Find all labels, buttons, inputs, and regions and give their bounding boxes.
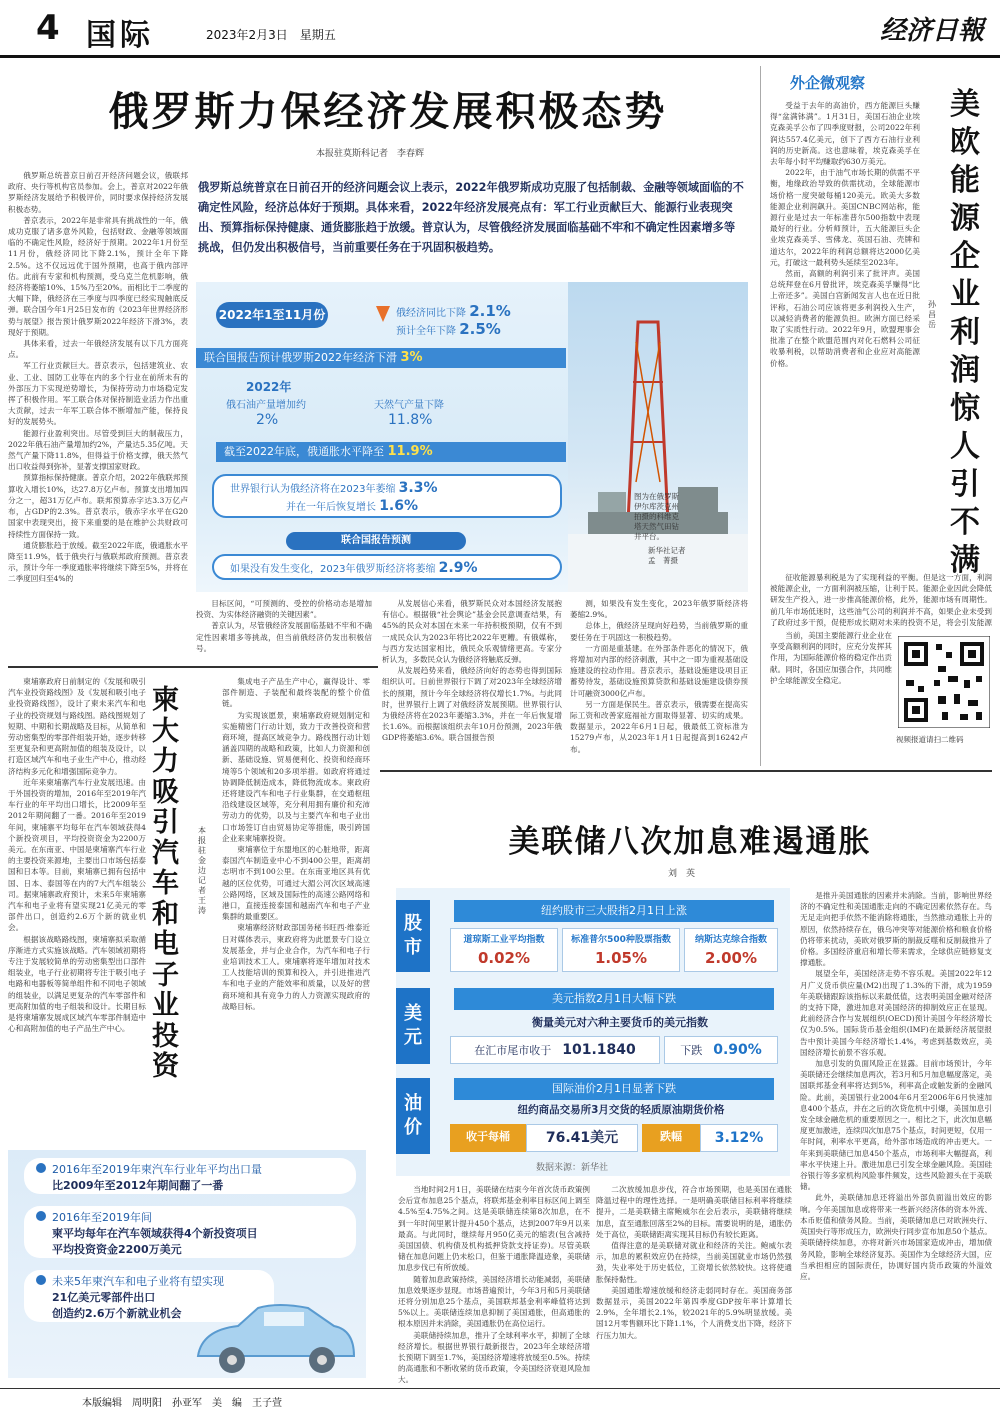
usd-banner: 美元指数2月1日大幅下跌: [454, 988, 774, 1010]
russia-byline: 本报驻莫斯科记者 李春辉: [316, 149, 425, 159]
period-pill: 2022年1至11月份: [216, 302, 328, 328]
oil-label: 油价: [396, 1078, 430, 1154]
car-icon: [188, 1300, 358, 1376]
cambodia-column-2: 集成电子产品生产中心，赢得设计、零部件制造、子装配和最终装配的整个价值链。 为实现该愿景，柬埔寨政府规划制定和实施精密门行动计划，致力于改善投资和营商环境，提高区域竞争力。路线图行动计划涵盖四期的战略和政策，比如人力资源和创新、基础设施、贸易便利化、投资和经商环境等5个领域和20多项举措。如政府将通过协调降低制造成本，降低物流成本。柬政府还将建设汽车和电子行业集群，在交通枢纽沿线建设区域等，充分利用拥有廉价和充沛劳动力的优势，以及与主要汽车和电子业出口市场签订自由贸易协定等措施，吸引跨国企业来柬埔寨投资。 柬埔寨位于东盟地区的心脏地带，距离泰国汽车制造业中心不到400公里，距离胡志明市不到100公里。在东南亚地区具有优越的区位优势，可通过大湄公河次区域高速公路网络，区域及国际性的高速公路网络和港口，直接连接泰国和越南汽车和电子产业集群的最重要区。 柬埔寨经济财政部国务秘书旺西·维泰近日对媒体表示，柬政府将为此愿景专门设立发展基金，并与企业合作，为汽车和电子行业培训技术工人。柬埔寨将逐年增加对技术工人技能培训的预算和投入，并引进推进汽车和电子业的产能效率和质量，以及好的营商环境和具有竞争力的人力资源实现政府的战略目标。: [222, 677, 370, 1011]
page-number: 4: [36, 8, 60, 48]
fed-column-left: 当地时间2月1日，美联储在结束今年首次货币政策例会后宣布加息25个基点，将联邦基金利率目标区间上调至4.5%至4.75%之间。这是美联储连续第8次加息，在不到一年时间里累计提升450个基点，达到2007年9月以来最高。与此同时，继续每月950亿美元的缩表(包含减持美国国债、机构债及机构抵押贷款支持证券)。尽管美联储在加息问题上仍未松口，但鉴于通胀降温迹象，美联储加息步伐已有所放缓。 随着加息政策持续，美国经济增长动能减弱，美联储加息效果逐步显现。市场普遍预计，今年3月和5月美联储还将分别加息25个基点，美国联邦基金利率峰值将达到5%以上。美联储连续加息抑制了美国通胀，但高通胀的根本原因并未消除，美国通胀仍在高位运行。 美联储持续加息，推升了全球利率水平，抑制了全球经济增长。根据世界银行最新报告，2023年全球经济增长预期下调至1.7%，美国经济增速将放缓至0.5%。持续的高通胀和不断收紧的货币政策，令美国经济衰退风险加大。: [398, 1185, 590, 1384]
markets-infographic: [396, 888, 790, 1176]
section-name: 国际: [86, 18, 154, 53]
oil-sub-label: 纽约商品交易所3月交货的轻质原油期货价格: [517, 1104, 725, 1116]
usd-label: 美元: [396, 988, 430, 1064]
oil-close-label: 收于每桶: [450, 1124, 526, 1152]
right-author: 孙昌岳: [928, 300, 936, 329]
right-column-text-top: 受益于去年的高油价，西方能源巨头赚得“盆满钵满”。1月31日，美国石油企业埃克森美孚公布了四季度财报，公司2022年利润达557.4亿美元，创下了西方石油行业利润的历史新高。这也意味着，埃克森美孚在去年每小时平均赚取约630万美元。 2022年，由于油气市场长期的供需不平衡，地缘政治导致的供需扰动，全球能源市场价格一度突破每桶120美元。欧美大多数能源企业利润飙升。美国CNBC网站称，能源行业是过去一年标准普尔500指数中表现最好的行业。分析师预计，五大能源巨头企业埃克森美孚、雪佛龙、英国石油、壳牌和道达尔，2022年的利润总额将达2000亿美元，打破这一最利势头延续至2023年。 然而，高额的利润引来了批评声。美国总统拜登在6月曾批评，埃克森美孚赚得“比上帝还多”。美国白宫新闻发言人也在近日批评称，石油公司应该将更多利润投入生产，以减轻消费者的能源负担。欧洲方面已经采取了实质性行动。2022年9月，欧盟理事会批准了在整个欧盟范围内对化石燃料公司征收暴利税，以帮助消费者和企业应对高能源价格。: [770, 101, 920, 368]
column-tag: 外企微观察: [790, 74, 866, 92]
oil-banner: 国际油价2月1日显著下跌: [454, 1078, 774, 1100]
section-rule: [8, 666, 378, 668]
section-rule: [380, 770, 992, 772]
inflation-bar: 截至2022年底，俄通胀水平降至 11.9%: [216, 442, 566, 462]
bullet-icon: [36, 1163, 46, 1173]
cambodia-author: 本报驻金边记者 王 涛: [198, 826, 214, 915]
dow-box: 道琼斯工业平均指数 0.02%: [450, 928, 558, 972]
un-report-pill: 联合国报告预测: [286, 532, 466, 550]
russia-column-4: 测，如果没有发生变化，2023年俄罗斯经济将萎缩2.9%。 总体上，俄经济呈现向好趋势，当前俄罗斯的重要任务在于巩固这一积极趋势。 一方面是重基建。在外部条件恶化的情况下，俄将增加对内部的经济刺激，其中之一即为重视基础设施建设的拉动作用。普京表示，基础设施建设项目正蓄势待发，基础设施预算贷款和基础设施建设债券预计可融资3000亿卢布。 另一方面是保民生。普京表示，俄需要在提高实际工资和改善家庭福祉方面取得显著、切实的成果。数据显示，2022年6月1日起，俄最低工资标准为15279卢布，从2023年1月1日起提高到16242卢布。: [570, 599, 748, 754]
issue-date: 2023年2月3日 星期五: [206, 28, 336, 42]
russia-column-1: 俄罗斯总统普京日前召开经济问题会议，俄联邦政府、央行等机构官员参加。会上，普京对2022年俄罗斯经济发展给予积极评价，同时要求保持经济发展积极态势。 普京表示，2022年是非常具有挑战性的一年，俄成功克服了诸多意外风险，包括财政、金融等领域面临的不确定性风险，经济好于预期。2022年1月份至11月份，俄经济同比下降2.1%，预计全年下降2.5%。这不仅远远优于国外预期，也高于俄内部评估。此前有专家和机构预测，受乌克兰危机影响，俄经济将萎缩10%、15%乃至20%。而相比于二季度的大幅下降，俄经济在三季度与四季度已经实现触底反弹。联合国今年1月25日发布的《2023年世界经济形势与展望》报告预计俄罗斯2022年经济下滑3%，表现好于预期。 具体来看，过去一年俄经济发展有以下几方面亮点。 军工行业贡献巨大。普京表示，包括建筑业、农业、工业、国防工业等在内的多个行业在前所未有的外部压力下实现逆势增长，为保持劳动力市场稳定发挥了积极作用。军工联合体对保持制造业活力作出重大贡献，过去一年军工联合体不断增加产能，保持良好的发展势头。 能源行业盈利突出。尽管受到巨大的制裁压力，2022年俄石油产量增加约2%，产量达5.35亿吨。天然气产量下降11.8%，但得益于价格支撑，俄天然气出口收益得到弥补，显著支撑国家财政。 预算指标保持健康。普京介绍，2022年俄联邦预算收入增长10%，达27.8万亿卢布。预算支出增加四分之一，超31万亿卢布。联邦预算赤字达3.3万亿卢布，占GDP的2.3%。普京表示，俄赤字水平在G20国家中表现突出，接下来重要的是在维护公共财政可持续性方面保持一致。 通货膨胀趋于放缓。截至2022年底，俄通胀水平降至11.9%，低于俄央行与俄联邦政府预测。普京表示，预计今年一季度通胀率将继续下降至5%，并将在二季度回归至4%的: [8, 171, 188, 584]
un-forecast-bar: 联合国报告预计俄罗斯2022年经济下滑 3%: [196, 348, 566, 368]
qr-code-icon[interactable]: [898, 636, 990, 728]
cambodia-column-1: 柬埔寨政府日前制定的《发展和吸引汽车业投资路线图》及《发展和吸引电子业投资路线图》，设计了柬未来汽车和电子业的投资规划与路线图。路线图规划了短期、中期和长期战略及目标，从简单和劳动密集型的零部件组装开始，逐步转移至更复杂和更高附加值的组装及设计，以打造区域汽车和电子业生产中心，推动经济结构多元化和增强国际竞争力。 近年来柬埔寨汽车行业发展迅速。由于外国投资的增加，2016年至2019年汽车行业的年平均出口增长，比2009年至2012年期间翻了一番。2016年至2019年间，柬埔寨平均每年在汽车领域获得4个新投资项目，平均投资资金为2200万美元。在东南亚、中国是柬埔寨汽车行业的主要投资来源地，主要出口市场包括泰国和日本等。目前，柬埔寨已拥有包括中国、日本、泰国等在内的7大汽车组装公司。据柬埔寨政府预计，未来5年柬埔寨汽车和电子业将有望实现21亿美元的零部件出口，创造约2.6万个新的就业机会。 根据该战略路线图，柬埔寨拟采取循序渐进方式实施该战略。汽车领域初期将专注于发展较简单的劳动密集型出口部件组装业，电子行业初期将专注于吸引电子电路和电器板等简单组件和不同电子领域的组装业，以满足更复杂的汽车零部件和更高附加值的电子组装和设计。长期目标是将柬埔寨发展成区域汽车零部件制造中心和高附加值的电子产品生产中心。: [8, 677, 146, 1034]
car-stat-3: 未来5年柬汽车和电子业将有望实现 21亿美元零部件出口 创造约2.6万个新就业机会: [24, 1270, 274, 1322]
stocks-label: 股市: [396, 900, 430, 972]
stocks-banner: 纽约股市三大股指2月1日上涨: [454, 900, 774, 922]
photo-credit: 新华社记者 孟 菁摄: [648, 546, 693, 565]
russia-column-3: 从发展信心来看，俄罗斯民众对本国经济发展抱有信心。根据俄“社会舆论”基金会民意调查结果，有45%的民众对本国在未来一年持积极预期，仅有不到一成民众认为2023年将比2022年更糟。有俄媒称，与西方发达国家相比，俄民众乐观情绪更高。专家分析认为，多数民众认为俄经济将触底反弹。 从发展趋势来看，俄经济向好的态势也得到国际组织认可。日前世界银行下调了对2023年全球经济增长的预期，预计今年全球经济将仅增长1.7%。与此同时，世界银行上调了对俄经济发展预期。世界银行认为俄经济将在2023年萎缩3.3%，并在一年后恢复增长1.6%。而根据该组织去年10月份预测，2023年俄GDP将萎缩3.6%。联合国报告预: [382, 599, 562, 743]
dxy-drop-box: 下跌 0.90%: [664, 1036, 778, 1064]
russia-headline: 俄罗斯力保经济发展积极态势: [108, 89, 668, 135]
russia-column-2: 目标区间，“可预测的、受控的价格动态是增加投资、为实体经济融资的关键因素”。 普京认为，尽管俄经济发展面临基础不牢和不确定性因素增多等挑战，但当前俄经济仍发出积极信号。: [196, 599, 372, 653]
footer-rule: [0, 1388, 1000, 1389]
bullet-icon: [36, 1211, 46, 1221]
right-column-text-bottom: 当前，美国主要能源行业企业在享受高额利润的同时，应充分发挥其作用，为国际能源价格的稳定作出贡献。同时，各国应加强合作，共同维护全球能源安全稳定。: [770, 631, 892, 685]
bullet-icon: [36, 1275, 46, 1285]
photo-caption: 图为在俄罗斯伊尔库茨克州拍摄的科维克塔天然气田钻井平台。: [634, 492, 679, 541]
fed-byline: 刘 英: [668, 869, 696, 879]
right-headline: 美欧能源企业利润惊人引不满: [950, 87, 980, 578]
oil-drop-value: 3.12%: [700, 1124, 778, 1152]
fed-headline: 美联储八次加息难遏通胀: [508, 824, 872, 860]
cambodia-infographic: [8, 1150, 366, 1378]
nasdaq-box: 纳斯达克综合指数 2.00%: [684, 928, 778, 972]
sp500-box: 标准普尔500种股票指数 1.05%: [562, 928, 680, 972]
column-divider: [760, 66, 761, 766]
qr-caption: 视频报道请扫二维码: [896, 735, 964, 744]
right-column-text-mid: 征收能源暴利税是为了实现利益的平衡。但是这一方面，利润被能源企业，一方面利润被压缩，让利于民。能源企业因此会降低研发生产投入，进一步推高能源价格，此外，能源市场有周期性。前几年市场低迷时，这些油气公司的利润并不高，如果企业未受到了政府过多干预，促使形成长期对未来的投资不足，将会引发能源: [770, 573, 992, 627]
car-stat-2: 2016年至2019年间 柬平均每年在汽车领域获得4个新投资项目 平均投资资金2200万美元: [24, 1206, 356, 1258]
data-source: 数据来源：新华社: [536, 1163, 609, 1173]
russia-abstract: 俄罗斯总统普京在日前召开的经济问题会议上表示，2022年俄罗斯成功克服了包括制裁、金融等领域面临的不确定性风险，经济总体好于预期。具体来看，2022年经济发展亮点有：军工行业贡献巨大、能源行业表现突出、预算指标保持健康、通货膨胀趋于放缓。普京认为，尽管俄经济发展面临基础不牢和不确定性因素增多等挑战，但仍发出积极信号，当前重要任务在于巩固积极趋势。: [198, 181, 744, 254]
car-stat-1: 2016年至2019年柬汽车行业年平均出口量 比2009年至2012年期间翻了一番: [24, 1158, 356, 1194]
dxy-close-box: 在汇市尾市收于 101.1840: [450, 1036, 660, 1064]
oil-close-value: 76.41美元: [526, 1124, 638, 1152]
down-arrow-icon: [376, 306, 390, 322]
oil-drop-label: 跌幅: [642, 1124, 700, 1152]
newspaper-logo: 经济日報: [880, 16, 985, 46]
russia-infographic: 2022年1至11月份 俄经济同比下降 2.1% 预计全年下降 2.5% 联合国报告预计俄罗斯2022年经济下滑 3% 2022年 俄石油产量增加约 2% 天然气产量下降 11.8% 截至2022年底，俄通胀水平降至 11.9% 世界银行认为俄经济将在2023年萎缩 3.3% 并在一年后恢复增长 1.6% 联合国报告预测 如果没有发生变化，2023年俄罗斯经济将萎缩 2.9%: [196, 282, 748, 592]
editor-credits: 本版编辑 周明阳 孙亚军 美 编 王子萱: [82, 1398, 282, 1409]
cambodia-headline: 柬大力吸引汽车和电子业投资: [152, 685, 179, 1082]
fed-column-mid: 二次放缓加息步伐，符合市场预期，也是美国在通胀降温过程中的理性选择。一是明确美联储目标利率将继续提升，二是美联储主席鲍威尔在会后表示，美联储将继续加息，直至通胀回落至2%的目标。需要说明的是，通胀仍处于高位，美联储距离实现其目标仍有较长距离。 值得注意的是美联储对就业和经济的关注。鲍威尔表示，加息的累积效应仍在持续，当前美国就业市场仍然强劲，失业率处于历史低位，工资增长依然较快。这将使通胀保持黏性。 美国通胀增速放缓和经济走弱同时存在。美国商务部数据显示，美国2022年第四季度GDP按年率计算增长2.9%，全年增长2.1%，较2021年的5.9%明显放缓。美国12月零售额环比下降1.1%，个人消费支出下降，经济下行压力加大。: [596, 1185, 792, 1340]
dxy-label: 衡量美元对六种主要货币的美元指数: [532, 1016, 708, 1029]
fed-column-right: 是推升美国通胀的因素并未消除。当前，影响世界经济的不确定性和美国通胀走向的不确定因素依然存在。鸟无足走向把手依然不能消除将通胀，当然推动通胀上升的原因，依然持续存在，俄乌冲突等对能源价格和粮食价格仍将带来扰动，美欧对俄罗斯的制裁反噬和反制裁推升了价格。多国经济重启和增长带来需求，全球供应链修复支撑通胀。 展望全年，美国经济走势不容乐观。美国2022年12月广义货币供应量(M2)出现了1.3%的下滑，成为1959年美联储跟踪该指标以来最低值，这表明美国金融对经济的支持下降，激进加息对美国经济的抑制效应正在显现。此前经济合作与发展组织(OECD)预计美国今年经济增长仅为0.5%。国际货币基金组织(IMF)在最新经济展望报告中预计美国今年经济增长1.4%，考虑到基数效应，美国经济增长前景不容乐观。 加息引发的负面风险正在显露。目前市场预计，今年美联储还会继续加息两次，若3月和5月加息幅度落定，美国联邦基金利率将达到5%，利率高企或触发新的金融风险。此前，美国银行业2004年6月至2006年6月快速加息400个基点，并在之后的次贷危机中引爆，美国加息引发全球金融危机的重要原因之一。相比之下，此次加息幅度更加激进，连续四次加息75个基点，时间更短，仅用一年时间，利率水平更高，给外部市场造成的冲击更大。一年来到美联储已加息450个基点，市场利率大幅提高，利率水平快速上升。激进加息已引发全球金融风险。美国硅谷银行等多家机构风险事件频发，这些风险源头在于美联储。 此外，美联储加息还将溢出外部负面溢出效应的影响。今年美国加息或将带来一些新兴经济体的资本外流、本币贬值和债务风险。当前，美联储加息已对欧洲央行、英国央行等形成压力，欧洲央行同步宣布加息50个基点。美联储持续加息，亦将对新兴市场国家造成冲击，增加债务风险，影响全球经济复苏。美国作为全球经济大国，应当承担相应的国际责任，协调好国内货币政策的外溢效应。: [800, 891, 992, 1281]
